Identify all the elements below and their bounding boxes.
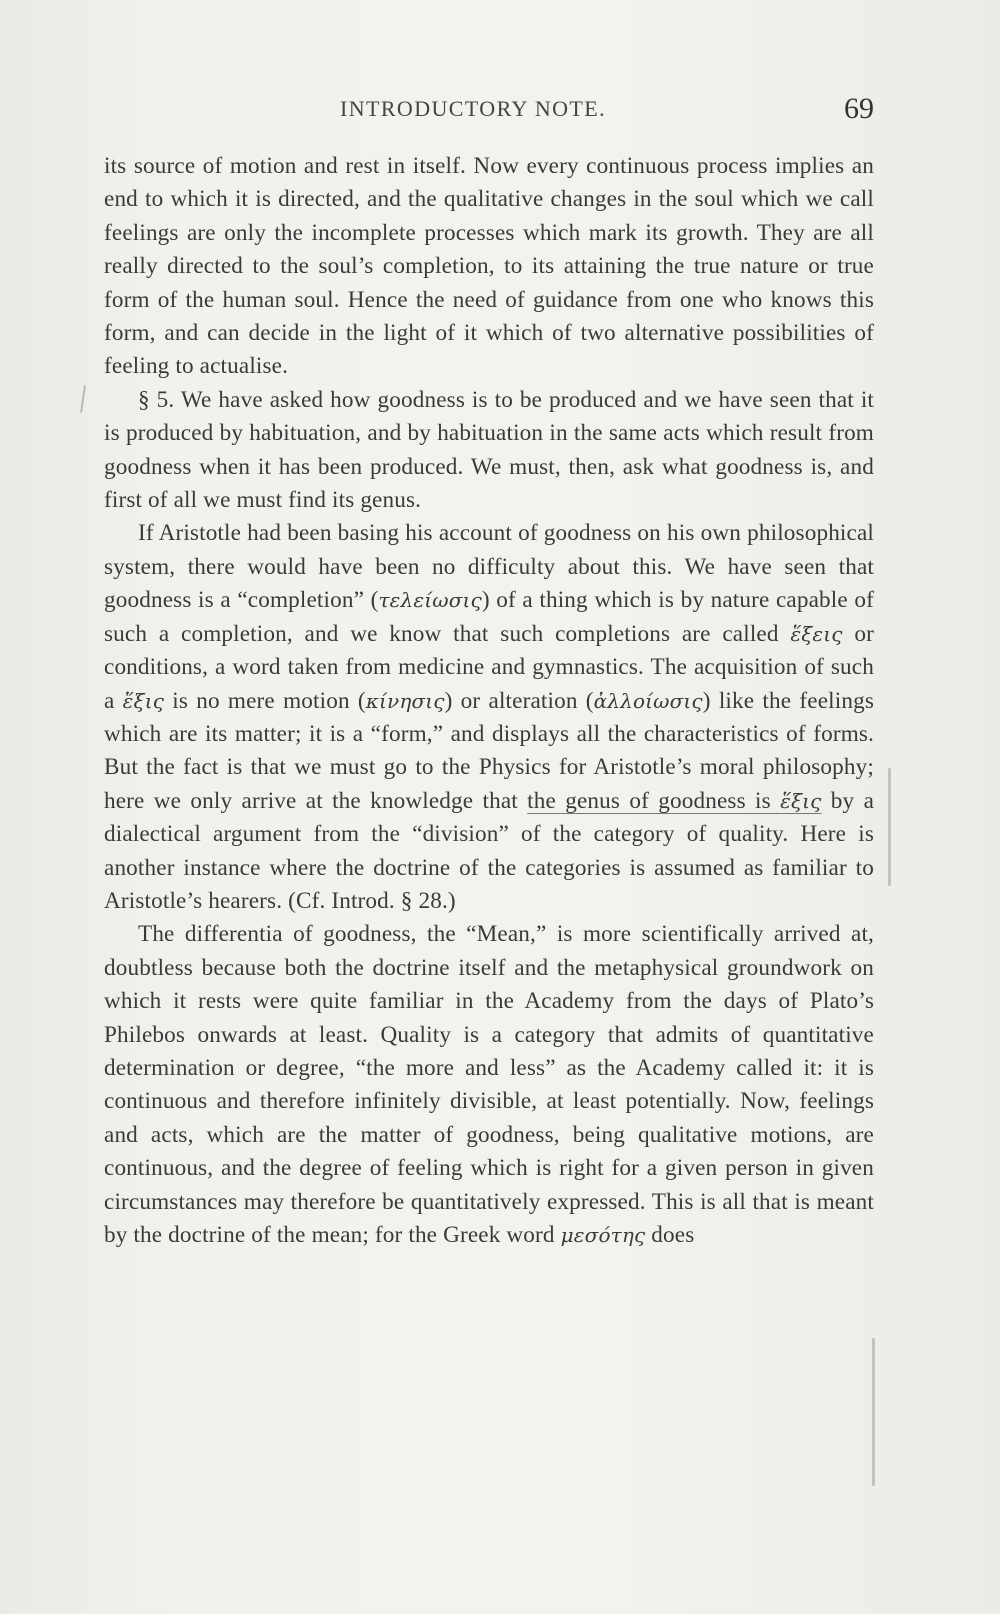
text-run: by a dialectical argument from the “division” of the category of quality. Here is another instance where the doctrine of the categories is assumed as familiar to Aristotle’s hearers. (Cf. Introd. § 28.) [104,787,875,914]
paragraph-1: its source of motion and rest in itself. Now every continuous process implies an end to which it is directed, and the qualitative changes in the soul which we call feelings are only the incomplete processes which mark its growth. They are all really directed to the soul’s completion, to its attaining the true nature or true form of the human soul. Hence the need of guidance from one who knows this form, and can decide in the light of it which of two alternative possibilities of feeling to actualise. [104,153,874,380]
body-text [104,150,874,1500]
underlined-phrase [527,788,821,814]
text-run: ) like the feelings which are its matter; it is a “form,” and displays all the characteristics of forms. But the fact is that we must go to the Physics for Aristotle’s moral philosophy; here we only arrive at the knowledge that [104,687,874,814]
margin-pencil-mark [872,1338,875,1486]
margin-pencil-mark [888,768,891,886]
text-run: The differentia of goodness, the “Mean,” is more scientifically arrived at, doubtless because both the doctrine itself and the metaphysical groundwork on which it rests were quite familiar in the Academy from the days of Plato’s Philebos onwards at least. Quality is a category that admits of quantitative determination or degree, “the more and less” as the Academy called it: it is continuous and therefore infinitely divisible, at least potentially. Now, feelings and acts, which are the matter of goodness, being qualitative motions, are continuous, and the degree of feeling which is right for a given person in given circumstances may therefore be quantitatively expressed. This is all that is meant by the doctrine of the mean; for the Greek word [104,921,874,1248]
text-run: ) of a thing which is by nature capable of such a completion, and we know that such completions are called [104,587,874,647]
greek-hexis: ἕξις [122,688,165,713]
running-head: INTRODUCTORY NOTE. [340,96,606,121]
paragraph-4 [104,918,874,1252]
text-run: ) or alteration ( [444,687,594,714]
text-run: If Aristotle had been basing his account of goodness on his own philosophical system, there would have been no difficulty about this. We have seen that goodness is a “completion” ( [104,520,874,614]
page-number: 69 [844,92,874,125]
greek-kinesis: κίνησις [365,688,445,713]
greek-mesotes: μεσότης [560,1223,646,1247]
text-run: the genus of goodness is [527,787,781,814]
greek-hexeis: ἕξεις [790,621,843,646]
paragraph-2-section-5: § 5. We have asked how goodness is to be produced and we have seen that it is produced by habituation, and by habituation in the same acts which result from goodness when it has been produced. We must, then, ask what goodness is, and first of all we must find its genus. [104,386,874,514]
greek-teleiosis: τελείωσις [378,588,482,613]
text-run: does [645,1222,695,1248]
greek-hexis-underlined: ἕξις [780,788,822,813]
margin-pencil-mark [80,385,86,413]
text-run: is no mere motion ( [164,687,366,714]
text-run: or conditions, a word taken from medicine and gymnastics. The acquisition of such a [104,620,874,714]
page-header [104,92,874,132]
paragraph-3 [104,517,874,918]
greek-alloiosis: ἀλλοίωσις [593,688,703,713]
